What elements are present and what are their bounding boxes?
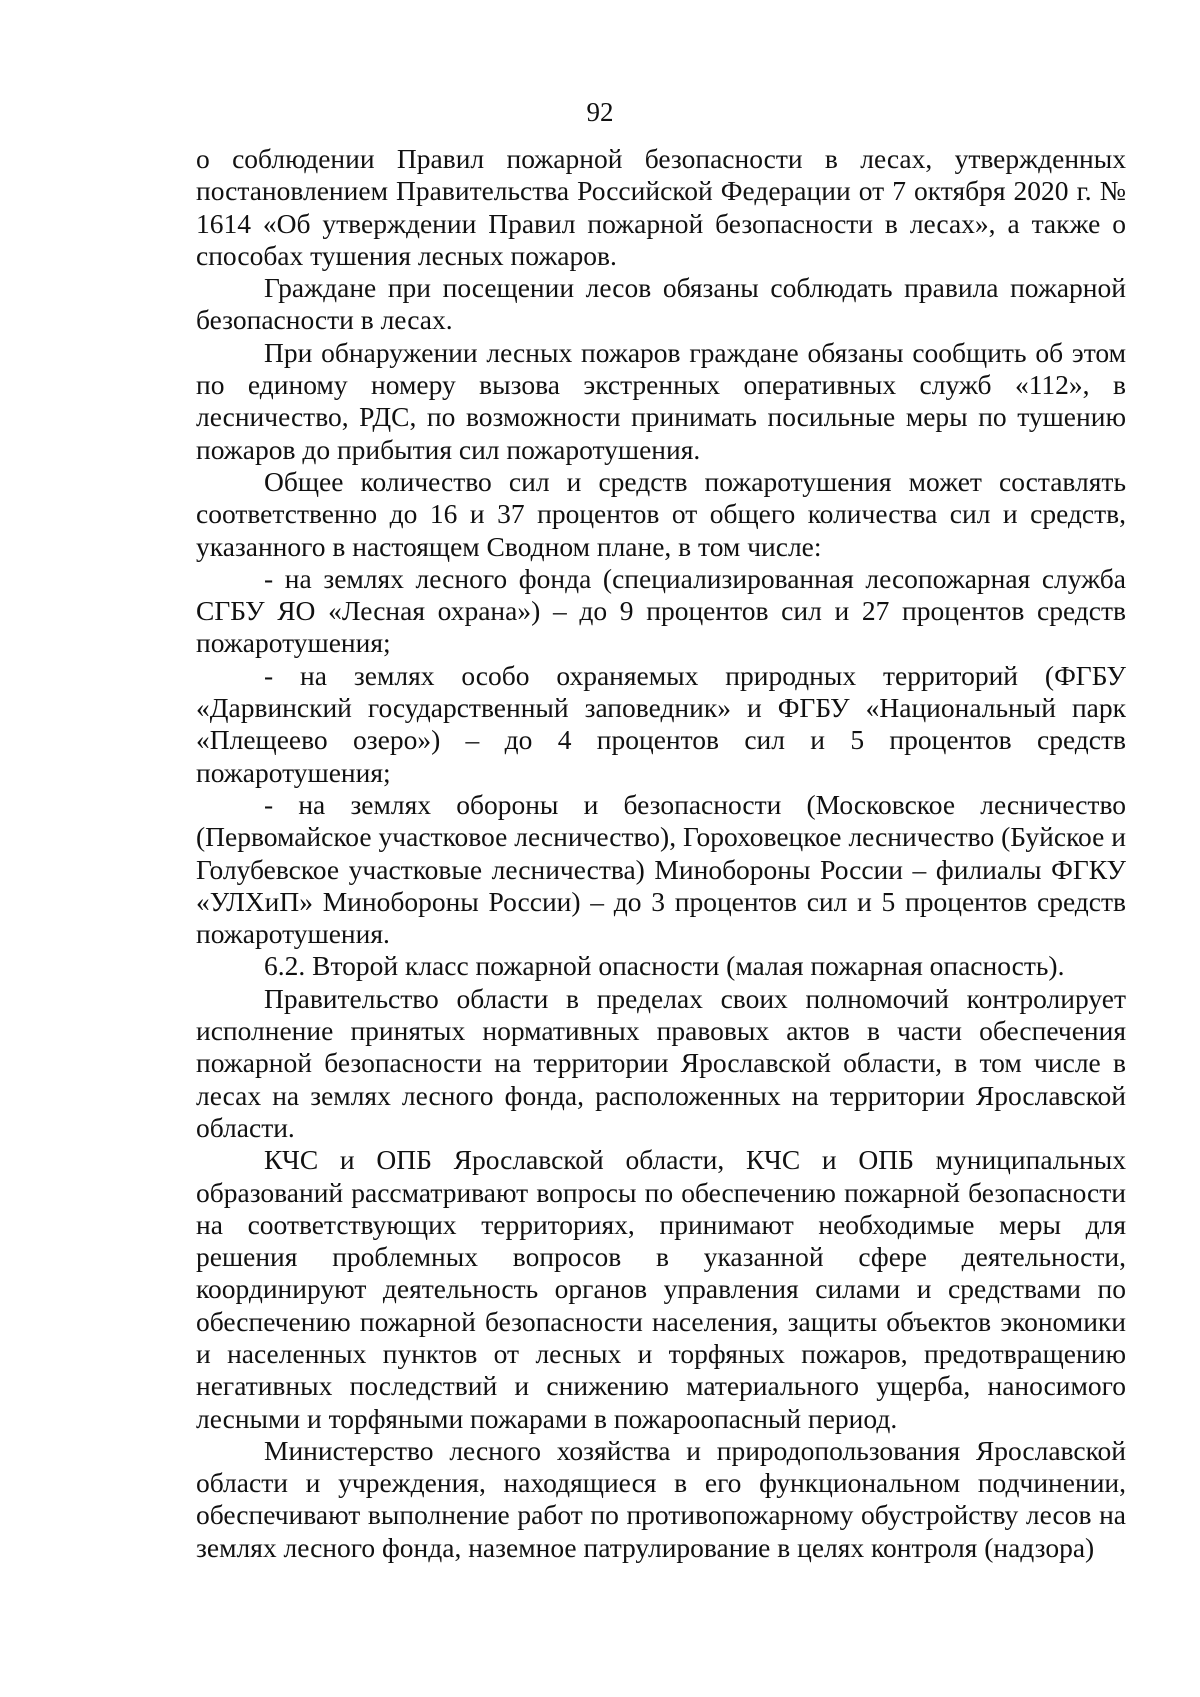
list-item-forest-fund: - на землях лесного фонда (специализированная лесопожарная служба СГБУ ЯО «Лесная охрана») – до 9 процентов сил и 27 процентов средств пожаротушения; (196, 562, 1126, 659)
page-number: 92 (586, 97, 614, 127)
paragraph-kchs-opb: КЧС и ОПБ Ярославской области, КЧС и ОПБ муниципальных образований рассматривают вопросы по обеспечению пожарной безопасности на соответствующих территориях, принимают необходимые меры для решения проблемных вопросов в указанной сфере деятельности, координируют деятельность органов управления силами и средствами по обеспечению пожарной безопасности населения, защиты объектов экономики и населенных пунктов от лесных и торфяных пожаров, предотвращению негативных последствий и снижению материального ущерба, наносимого лесными и торфяными пожарами в пожароопасный период. (196, 1144, 1126, 1434)
page-body (196, 143, 1126, 1564)
list-item-defense-lands: - на землях обороны и безопасности (Московское лесничество (Первомайское участковое лесничество), Гороховецкое лесничество (Буйское и Голубевское участковые лесничества) Минобороны России – филиалы ФГКУ «УЛХиП» Минобороны России) – до 3 процентов сил и 5 процентов средств пожаротушения. (196, 788, 1126, 950)
paragraph-continuation: о соблюдении Правил пожарной безопасности в лесах, утвержденных постановлением Правительства Российской Федерации от 7 октября 2020 г. № 1614 «Об утверждении Правил пожарной безопасности в лесах», а также о способах тушения лесных пожаров. (196, 143, 1126, 271)
paragraph-citizens-duty: Граждане при посещении лесов обязаны соблюдать правила пожарной безопасности в лесах. (196, 272, 1126, 336)
paragraph-ministry: Министерство лесного хозяйства и природопользования Ярославской области и учреждения, находящиеся в его функциональном подчинении, обеспечивают выполнение работ по противопожарному обустройству лесов на землях лесного фонда, наземное патрулирование в целях контроля (надзора) (196, 1434, 1126, 1563)
paragraph-forces-total: Общее количество сил и средств пожаротушения может составлять соответственно до 16 и 37 процентов от общего количества сил и средств, указанного в настоящем Сводном плане, в том числе: (196, 465, 1126, 562)
paragraph-government-control: Правительство области в пределах своих полномочий контролирует исполнение принятых нормативных правовых актов в части обеспечения пожарной безопасности на территории Ярославской области, в том числе в лесах на землях лесного фонда, расположенных на территории Ярославской области. (196, 982, 1126, 1143)
section-heading-6-2: 6.2. Второй класс пожарной опасности (малая пожарная опасность). (264, 950, 1065, 982)
list-item-protected-areas: - на землях особо охраняемых природных территорий (ФГБУ «Дарвинский государственный заповедник» и ФГБУ «Национальный парк «Плещеево озеро») – до 4 процентов сил и 5 процентов средств пожаротушения; (196, 659, 1126, 788)
paragraph-fire-detection: При обнаружении лесных пожаров граждане обязаны сообщить об этом по единому номеру вызова экстренных оперативных служб «112», в лесничество, РДС, по возможности принимать посильные меры по тушению пожаров до прибытия сил пожаротушения. (196, 336, 1126, 465)
